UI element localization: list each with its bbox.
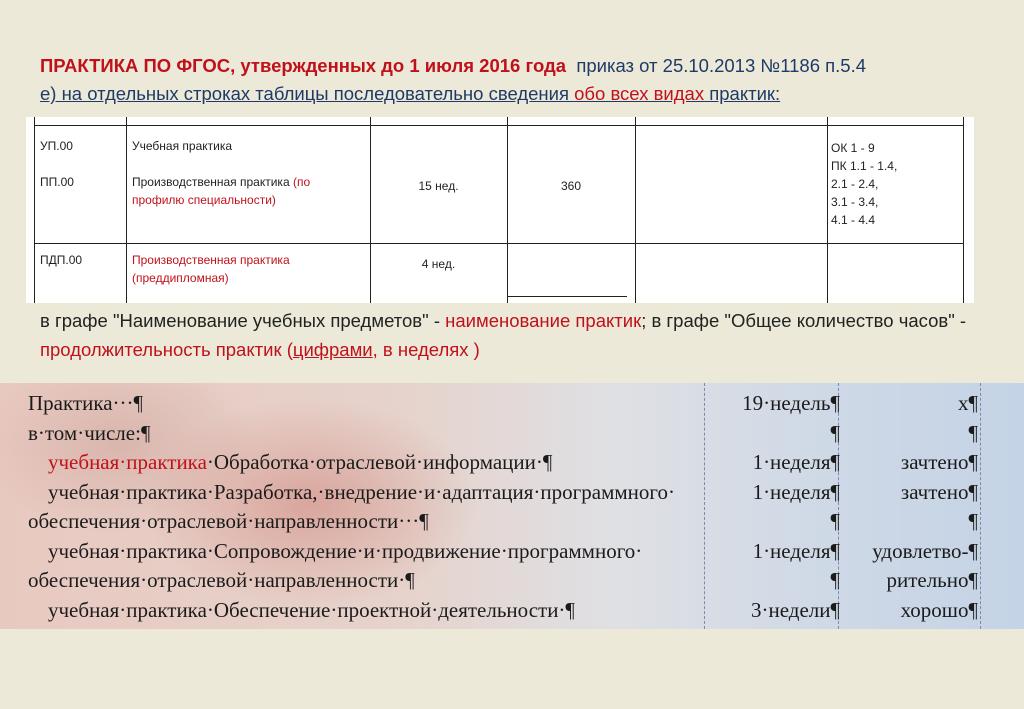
scan-row-name-text: учебная·практика·Обеспечение·проектной·деятельности·¶ (48, 597, 575, 622)
scan-row-grade: ¶ (968, 420, 978, 445)
competency-line: 4.1 - 4.4 (831, 213, 876, 227)
heading-subtitle-highlight: обо всех видах (574, 83, 705, 104)
scan-row-name-text: учебная·практика·Разработка,·внедрение·и·адаптация·программного· (48, 479, 675, 504)
scan-row-name (28, 421, 150, 446)
table-border (507, 117, 508, 303)
instruction-highlight: наименование практик (445, 310, 642, 331)
instruction-highlight: продолжительность практик ( (40, 339, 293, 360)
table-row-name (132, 251, 332, 287)
table-border (635, 117, 636, 303)
competency-line: 2.1 - 2.4, (831, 177, 879, 191)
scan-row (0, 568, 1024, 598)
scan-row-grade: рительно¶ (886, 568, 978, 592)
table-row-code: УП.00 (40, 139, 73, 153)
scan-row-grade: хорошо¶ (900, 597, 978, 622)
instruction-text (40, 306, 1000, 364)
scan-row-name-text: обеспечения·отраслевой·направленности···¶ (28, 509, 429, 533)
table-row-name-red: (по профилю специальности) (132, 175, 311, 207)
weeks-main: 15 нед. (418, 179, 459, 193)
table-border (507, 296, 627, 297)
hours-main: 360 (560, 179, 582, 193)
table-border (963, 117, 964, 303)
scan-row-weeks: ¶ (830, 509, 840, 533)
scan-row (0, 509, 1024, 539)
heading-subtitle-end: практик: (704, 83, 781, 104)
scan-row-grade: зачтено¶ (900, 450, 978, 474)
heading-title: ПРАКТИКА ПО ФГОС, утвержденных до 1 июля 2016 года (40, 55, 567, 76)
scan-row-weeks: 3·недели¶ (750, 597, 840, 622)
competencies (831, 139, 961, 229)
scan-row-name-red: учебная·практика (48, 450, 207, 474)
scan-row-name (48, 480, 675, 505)
scan-row-name (48, 450, 552, 475)
weeks-pdp: 4 нед. (421, 257, 456, 271)
scan-row (0, 421, 1024, 451)
scan-row-weeks: ¶ (830, 568, 840, 592)
table-border (827, 117, 828, 303)
scan-row-name-text: в·том·числе:¶ (28, 420, 151, 445)
diploma-scan (0, 383, 1024, 629)
scan-row-grade: зачтено¶ (900, 479, 978, 504)
table-row-name (132, 173, 362, 209)
instruction-part: ; в графе "Общее количество часов" - (641, 310, 967, 331)
scan-row (0, 391, 1024, 421)
scan-row-weeks: 1·неделя¶ (752, 479, 840, 504)
table-border (34, 125, 964, 126)
table-row-name-text: Производственная практика (132, 175, 290, 189)
competency-line: ОК 1 - 9 (831, 141, 875, 155)
scan-row (0, 539, 1024, 569)
scan-row-weeks: 1·неделя¶ (752, 538, 840, 563)
table-border (370, 117, 371, 303)
scan-row (0, 450, 1024, 480)
table-border (126, 117, 127, 303)
scan-row-weeks: ¶ (830, 420, 840, 445)
table-row-code: ПДП.00 (40, 253, 83, 267)
scan-row-grade: ¶ (968, 509, 978, 533)
scan-row (0, 598, 1024, 628)
instruction-underlined: цифрами (292, 339, 373, 360)
scan-row-name (48, 598, 575, 623)
practice-table (26, 117, 974, 303)
heading-subtitle-start: е) на отдельных строках таблицы последовательно сведения (40, 83, 575, 104)
scan-row-name (28, 568, 415, 593)
heading (40, 52, 990, 108)
competency-line: 3.1 - 3.4, (831, 195, 879, 209)
scan-row-name-text: учебная·практика·Сопровождение·и·продвижение·программного· (48, 538, 643, 563)
heading-subtitle (40, 80, 990, 108)
table-border (34, 243, 964, 244)
scan-row-weeks: 1·неделя¶ (752, 450, 840, 474)
scan-row-name (48, 539, 642, 564)
scan-row-grade: х¶ (957, 391, 978, 415)
competency-line: ПК 1.1 - 1.4, (831, 159, 898, 173)
scan-row-grade: удовлетво-¶ (872, 538, 978, 563)
scan-row-name-text: Практика···¶ (28, 391, 144, 415)
table-row-name-red: Производственная практика (преддипломная) (132, 253, 290, 285)
table-row-code: ПП.00 (40, 175, 74, 189)
table-row-name (132, 137, 362, 155)
scan-row-weeks: 19·недель¶ (742, 391, 840, 415)
scan-row-name-text: ·Обработка·отраслевой·информации·¶ (206, 450, 553, 474)
instruction-part: в графе "Наименование учебных предметов" - (40, 310, 446, 331)
scan-row-name-text: обеспечения·отраслевой·направленности·¶ (28, 568, 415, 592)
table-row-name-text: Учебная практика (132, 139, 233, 153)
instruction-highlight: , в неделях ) (372, 339, 480, 360)
scan-row-name (28, 509, 429, 534)
scan-row (0, 480, 1024, 510)
scan-row-name (28, 391, 143, 416)
heading-order: приказ от 25.10.2013 №1186 п.5.4 (576, 55, 867, 76)
table-border (34, 117, 35, 303)
